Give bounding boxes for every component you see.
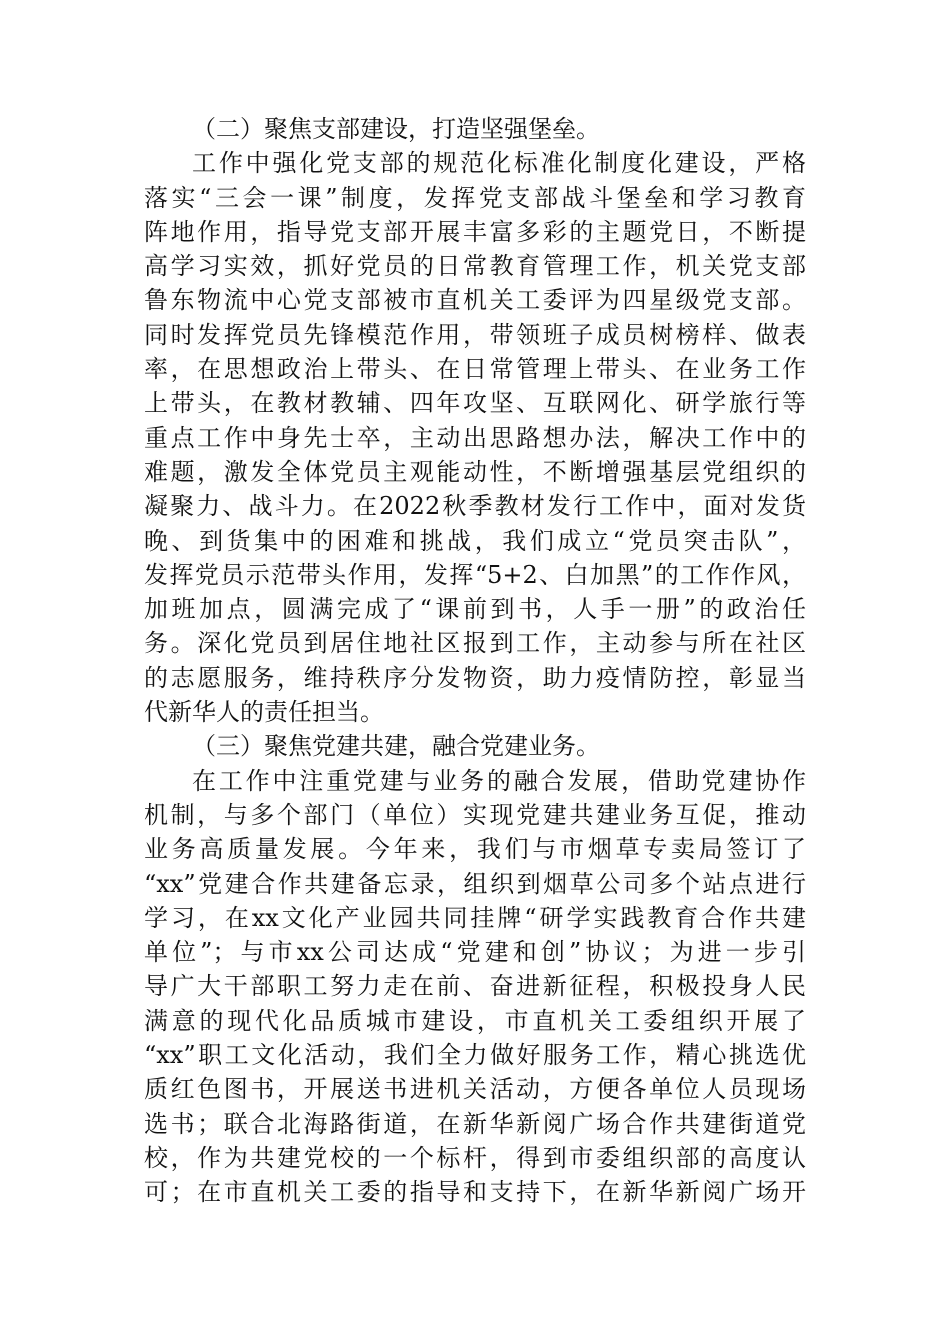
paragraph-line: 阵地作用，指导党支部开展丰富多彩的主题党日，不断提 xyxy=(144,217,806,246)
paragraph-line: “xx”党建合作共建备忘录，组织到烟草公司多个站点进行 xyxy=(144,869,806,898)
paragraph-line: 上带头，在教材教辅、四年攻坚、互联网化、研学旅行等 xyxy=(144,389,806,418)
paragraph-line: 满意的现代化品质城市建设，市直机关工委组织开展了 xyxy=(144,1006,806,1035)
paragraph-line: 加班加点，圆满完成了“课前到书，人手一册”的政治任 xyxy=(144,595,806,624)
paragraph-line: 校，作为共建党校的一个标杆，得到市委组织部的高度认 xyxy=(144,1143,806,1172)
section-heading-2: （二）聚焦支部建设，打造坚强堡垒。 xyxy=(192,115,600,143)
paragraph-line: 重点工作中身先士卒，主动出思路想办法，解决工作中的 xyxy=(144,423,806,452)
paragraph-line: 务。深化党员到居住地社区报到工作，主动参与所在社区 xyxy=(144,629,806,658)
document-body xyxy=(144,112,806,1210)
paragraph-line: 高学习实效，抓好党员的日常教育管理工作，机关党支部 xyxy=(144,252,806,281)
paragraph-line: 凝聚力、战斗力。在2022秋季教材发行工作中，面对发货 xyxy=(144,492,806,521)
paragraph-line: 单位”；与市xx公司达成“党建和创”协议；为进一步引 xyxy=(144,938,806,967)
paragraph-line: 质红色图书，开展送书进机关活动，方便各单位人员现场 xyxy=(144,1075,806,1104)
paragraph-line: 率，在思想政治上带头、在日常管理上带头、在业务工作 xyxy=(144,355,806,384)
paragraph-line: 机制，与多个部门（单位）实现党建共建业务互促，推动 xyxy=(144,800,806,829)
paragraph-line: 导广大干部职工努力走在前、奋进新征程，积极投身人民 xyxy=(144,972,806,1001)
paragraph-line: 可；在市直机关工委的指导和支持下，在新华新阅广场开 xyxy=(144,1178,806,1207)
paragraph-line: 在工作中注重党建与业务的融合发展，借助党建协作 xyxy=(192,766,806,795)
paragraph-line: 发挥党员示范带头作用，发挥“5+2、白加黑”的工作作风， xyxy=(144,560,806,589)
paragraph-line: 晚、到货集中的困难和挑战，我们成立“党员突击队”， xyxy=(144,526,806,555)
paragraph-line: 难题，激发全体党员主观能动性，不断增强基层党组织的 xyxy=(144,457,806,486)
paragraph-line: 鲁东物流中心党支部被市直机关工委评为四星级党支部。 xyxy=(144,286,806,315)
paragraph-line: 选书；联合北海路街道，在新华新阅广场合作共建街道党 xyxy=(144,1109,806,1138)
paragraph-line: 学习，在xx文化产业园共同挂牌“研学实践教育合作共建 xyxy=(144,903,806,932)
paragraph-line: “xx”职工文化活动，我们全力做好服务工作，精心挑选优 xyxy=(144,1041,806,1070)
paragraph-line: 工作中强化党支部的规范化标准化制度化建设，严格 xyxy=(192,149,806,178)
section-heading-3: （三）聚焦党建共建，融合党建业务。 xyxy=(192,732,600,761)
paragraph-line: 落实“三会一课”制度，发挥党支部战斗堡垒和学习教育 xyxy=(144,183,806,212)
paragraph-line: 同时发挥党员先锋模范作用，带领班子成员树榜样、做表 xyxy=(144,320,806,349)
paragraph-line: 业务高质量发展。今年来，我们与市烟草专卖局签订了 xyxy=(144,835,806,864)
paragraph-line: 代新华人的责任担当。 xyxy=(144,698,384,727)
paragraph-line: 的志愿服务，维持秩序分发物资，助力疫情防控，彰显当 xyxy=(144,663,806,692)
